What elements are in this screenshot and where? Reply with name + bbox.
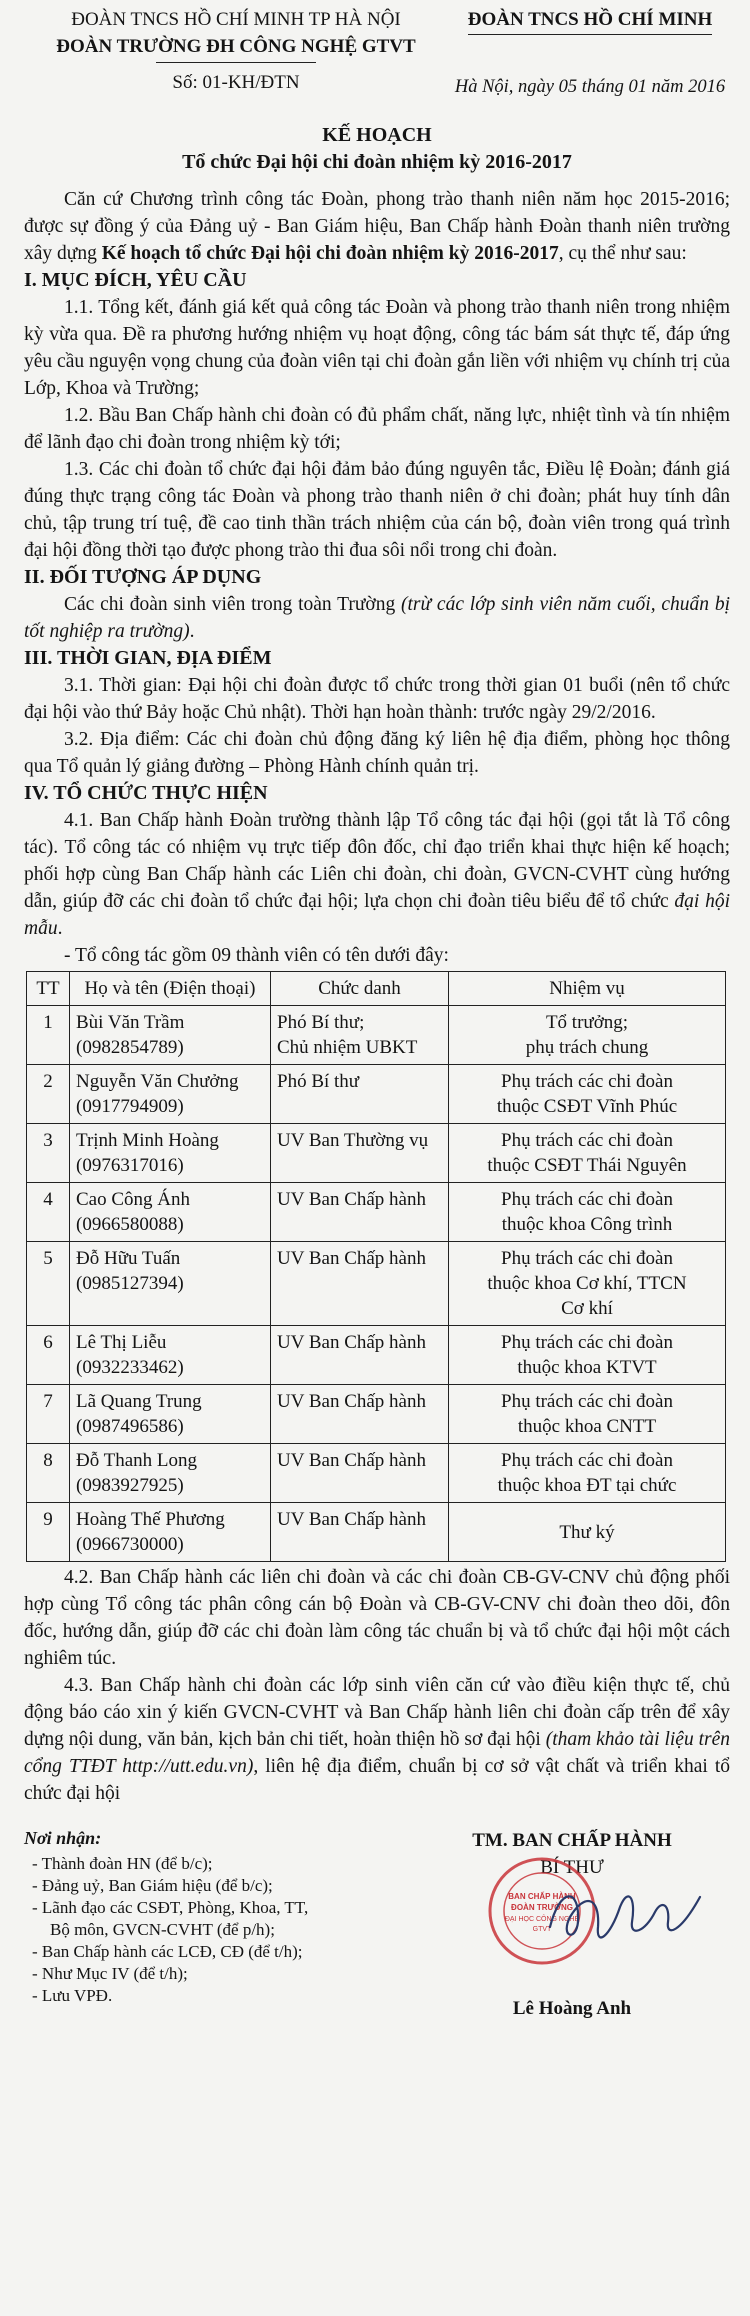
row-index: 5 [27, 1242, 70, 1326]
task-cell [449, 1065, 726, 1124]
section-2-text: Các chi đoàn sinh viên trong toàn Trường [64, 594, 401, 615]
section-4-item-1 [24, 807, 730, 942]
svg-text:GTVT: GTVT [532, 1926, 552, 1933]
member-position: UV Ban Thường vụ [271, 1124, 449, 1183]
section-4-item-3 [24, 1672, 730, 1807]
document-title: KẾ HOẠCH [322, 124, 432, 146]
handwritten-signature-icon [540, 1867, 710, 1957]
member-phone: (0932233462) [76, 1357, 184, 1378]
svg-text:BAN CHẤP HÀNH: BAN CHẤP HÀNH [508, 1892, 576, 1901]
member-task: Phụ trách các chi đoàn [501, 1130, 673, 1151]
recipient-item: - Như Mục IV (để t/h); [32, 1964, 188, 1983]
table-row [27, 1183, 726, 1242]
section-4-text: 4.1. Ban Chấp hành Đoàn trường thành lập Tổ công tác đại hội (gọi tắt là Tổ công tác). Tổ công tác có nhiệm vụ trực tiếp đôn đốc, chỉ đạo triển khai thực hiện kế hoạch; phối hợp cùng Ban Chấp hành các Liên chi đoàn, chi đoàn, GVCN-CVHT cùng hướng dẫn, giúp đỡ các chi đoàn tổ chức đại hội; lựa chọn chi đoàn tiêu biểu để tổ chức [24, 810, 730, 912]
table-row [27, 1444, 726, 1503]
reference-note-end: ) [246, 1756, 254, 1777]
row-index: 1 [27, 1006, 70, 1065]
section-1-item-1: 1.1. Tổng kết, đánh giá kết quả công tác Đoàn và phong trào thanh niên trong nhiệm kỳ vừa qua. Đề ra phương hướng nhiệm vụ hoạt động, công tác bám sát thực tế, đáp ứng yêu cầu nguyện vọng chung của đoàn viên tại chi đoàn gắn liền với nhiệm vụ chính trị của Lớp, Khoa và Trường; [24, 297, 730, 399]
member-cell [70, 1183, 271, 1242]
member-name: Bùi Văn Trầm [76, 1012, 185, 1033]
member-position: UV Ban Chấp hành [271, 1326, 449, 1385]
member-task: Phụ trách các chi đoàn [501, 1248, 673, 1269]
member-cell [70, 1006, 271, 1065]
header-position: Chức danh [271, 972, 449, 1006]
team-intro: - Tổ công tác gồm 09 thành viên có tên dưới đây: [64, 945, 449, 966]
recipient-item: - Ban Chấp hành các LCĐ, CĐ (để t/h); [32, 1942, 303, 1961]
section-3-item-2: 3.2. Địa điểm: Các chi đoàn chủ động đăng ký liên hệ địa điểm, phòng học thông qua Tổ quản lý giảng đường – Phòng Hành chính quản trị. [24, 729, 730, 777]
intro-paragraph [24, 186, 730, 267]
row-index: 3 [27, 1124, 70, 1183]
intro-text: Căn cứ Chương trình công tác Đoàn, phong trào thanh niên năm học 2015-2016; được sự đồng ý của Đảng uỷ - Ban Giám hiệu, Ban Chấp hành Đoàn thanh niên trường xây dựng [24, 189, 730, 264]
task-cell [449, 1006, 726, 1065]
member-phone: (0985127394) [76, 1273, 184, 1294]
header-tt: TT [27, 972, 70, 1006]
recipient-item: - Đảng uỷ, Ban Giám hiệu (để b/c); [32, 1876, 273, 1895]
member-position: Phó Bí thư [271, 1065, 449, 1124]
member-phone: (0966580088) [76, 1214, 184, 1235]
row-index: 7 [27, 1385, 70, 1444]
member-task: Phụ trách các chi đoàn [501, 1332, 673, 1353]
member-task-2: thuộc khoa Cơ khí, TTCN [487, 1273, 687, 1294]
section-2-end: . [189, 621, 195, 642]
member-name: Đỗ Hữu Tuấn [76, 1248, 181, 1269]
member-task-2: thuộc khoa KTVT [517, 1357, 657, 1378]
recipient-item: - Lưu VPĐ. [32, 1986, 113, 2005]
member-position: Phó Bí thư; [277, 1012, 365, 1033]
document-footer [24, 1827, 730, 2047]
member-phone: (0983927925) [76, 1475, 184, 1496]
row-index: 2 [27, 1065, 70, 1124]
member-phone: (0917794909) [76, 1096, 184, 1117]
header-right [450, 6, 730, 101]
member-task: Thư ký [449, 1503, 726, 1562]
member-name: Hoàng Thế Phương [76, 1509, 225, 1530]
section-1-item-2: 1.2. Bầu Ban Chấp hành chi đoàn có đủ phẩm chất, năng lực, nhiệt tình và tín nhiệm để lãnh đạo chi đoàn trong nhiệm kỳ tới; [24, 405, 730, 453]
member-name: Đỗ Thanh Long [76, 1450, 198, 1471]
recipient-item: - Lãnh đạo các CSĐT, Phòng, Khoa, TT, [32, 1898, 309, 1917]
member-task: Phụ trách các chi đoàn [501, 1071, 673, 1092]
signature-role: BÍ THƯ [540, 1857, 604, 1878]
document-header [24, 0, 730, 98]
position-cell [271, 1006, 449, 1065]
team-table [26, 971, 726, 1562]
member-position: UV Ban Chấp hành [271, 1183, 449, 1242]
member-name: Lã Quang Trung [76, 1391, 202, 1412]
section-4-item-2: 4.2. Ban Chấp hành các liên chi đoàn và các chi đoàn CB-GV-CNV chủ động phối hợp cùng Tổ công tác phân công cán bộ Đoàn và CB-GV-CNV chi đoàn theo dõi, đôn đốc, hướng dẫn, giúp đỡ các chi đoàn làm công tác chuẩn bị và tổ chức đại hội một cách nghiêm túc. [24, 1567, 730, 1669]
task-cell [449, 1326, 726, 1385]
table-row [27, 1124, 726, 1183]
section-4-end: . [57, 918, 63, 939]
member-phone: (0976317016) [76, 1155, 184, 1176]
member-task-2: thuộc CSĐT Thái Nguyên [487, 1155, 687, 1176]
portal-link[interactable]: http://utt.edu.vn [122, 1756, 247, 1777]
intro-bold: Kế hoạch tổ chức Đại hội chi đoàn nhiệm kỳ 2016-2017 [101, 243, 559, 264]
member-task-2: thuộc khoa CNTT [517, 1416, 657, 1437]
member-task-2: thuộc CSĐT Vĩnh Phúc [496, 1096, 678, 1117]
member-name: Nguyễn Văn Chưởng [76, 1071, 239, 1092]
member-name: Lê Thị Liễu [76, 1332, 167, 1353]
member-task-2: phụ trách chung [525, 1037, 649, 1058]
task-cell [449, 1183, 726, 1242]
member-task: Phụ trách các chi đoàn [501, 1391, 673, 1412]
member-task: Tổ trưởng; [545, 1012, 629, 1033]
member-position: UV Ban Chấp hành [271, 1503, 449, 1562]
svg-text:ĐOÀN TRƯỜNG: ĐOÀN TRƯỜNG [511, 1903, 573, 1912]
member-cell [70, 1242, 271, 1326]
member-cell [70, 1385, 271, 1444]
member-task: Phụ trách các chi đoàn [501, 1189, 673, 1210]
task-cell [449, 1242, 726, 1326]
member-name: Cao Công Ánh [76, 1189, 190, 1210]
header-name: Họ và tên (Điện thoại) [70, 972, 271, 1006]
table-row [27, 1503, 726, 1562]
intro-end: , cụ thể như sau: [558, 243, 687, 264]
org-right: ĐOÀN TNCS HỒ CHÍ MINH [468, 6, 713, 35]
member-task-2: thuộc khoa Công trình [501, 1214, 673, 1235]
signer-name: Lê Hoàng Anh [512, 1998, 632, 2019]
member-cell [70, 1124, 271, 1183]
table-row [27, 1242, 726, 1326]
section-2-note: (trừ các lớp sinh viên năm cuối, chuẩn bị tốt nghiệp ra trường) [24, 594, 730, 642]
recipients-title: Nơi nhận: [24, 1828, 102, 1848]
org-parent: ĐOÀN TNCS HỒ CHÍ MINH TP HÀ NỘI [71, 9, 401, 30]
table-header-row [27, 972, 726, 1006]
task-cell [449, 1385, 726, 1444]
member-phone: (0982854789) [76, 1037, 184, 1058]
section-4-heading: IV. TỔ CHỨC THỰC HIỆN [24, 782, 268, 804]
member-task: Phụ trách các chi đoàn [501, 1450, 673, 1471]
member-position: UV Ban Chấp hành [271, 1385, 449, 1444]
member-phone: (0987496586) [76, 1416, 184, 1437]
member-name: Trịnh Minh Hoàng [76, 1130, 219, 1151]
member-task-2: thuộc khoa ĐT tại chức [497, 1475, 677, 1496]
recipient-item: Bộ môn, GVCN-CVHT (để p/h); [50, 1920, 275, 1939]
task-cell [449, 1444, 726, 1503]
org-name: ĐOÀN TRƯỜNG ĐH CÔNG NGHỆ GTVT [56, 36, 416, 57]
member-phone: (0966730000) [76, 1534, 184, 1555]
section-4-3-text: 4.3. Ban Chấp hành chi đoàn các lớp sinh viên căn cứ vào điều kiện thực tế, chủ động báo cáo xin ý kiến GVCN-CVHT và Ban Chấp hành liên chi đoàn cấp trên để xây dựng nội dung, văn bản, kịch bản chi tiết, hoàn thiện hồ sơ đại hội [24, 1675, 730, 1750]
section-2-paragraph [24, 591, 730, 645]
section-4-model: đại hội mẫu [24, 891, 730, 939]
table-row [27, 1006, 726, 1065]
signature-title: TM. BAN CHẤP HÀNH [472, 1830, 672, 1851]
member-cell [70, 1503, 271, 1562]
row-index: 9 [27, 1503, 70, 1562]
recipients [24, 1827, 384, 2007]
task-cell [449, 1124, 726, 1183]
row-index: 4 [27, 1183, 70, 1242]
member-position: UV Ban Chấp hành [271, 1242, 449, 1326]
section-3-heading: III. THỜI GIAN, ĐỊA ĐIỂM [24, 647, 272, 669]
section-3-item-1: 3.1. Thời gian: Đại hội chi đoàn được tổ chức trong thời gian 01 buổi (nên tổ chức đại hội vào thứ Bảy hoặc Chủ nhật). Thời hạn hoàn thành: trước ngày 29/2/2016. [24, 675, 730, 723]
table-row [27, 1385, 726, 1444]
section-2-heading: II. ĐỐI TƯỢNG ÁP DỤNG [24, 566, 262, 588]
header-left [26, 6, 446, 96]
member-position-2: Chủ nhiệm UBKT [277, 1037, 418, 1058]
svg-text:ĐẠI HỌC CÔNG NGHỆ: ĐẠI HỌC CÔNG NGHỆ [504, 1916, 580, 1923]
document-date: Hà Nội, ngày 05 tháng 01 năm 2016 [454, 77, 726, 97]
reference-note: (tham khảo tài liệu trên cổng TTĐT [24, 1729, 731, 1777]
header-task: Nhiệm vụ [449, 972, 726, 1006]
row-index: 8 [27, 1444, 70, 1503]
row-index: 6 [27, 1326, 70, 1385]
member-cell [70, 1065, 271, 1124]
section-1-heading: I. MỤC ĐÍCH, YÊU CẦU [24, 269, 247, 291]
table-row [27, 1326, 726, 1385]
member-cell [70, 1326, 271, 1385]
member-task-3: Cơ khí [561, 1298, 613, 1319]
divider [156, 62, 316, 63]
document-number: Số: 01-KH/ĐTN [172, 72, 300, 93]
table-row [27, 1065, 726, 1124]
member-position: UV Ban Chấp hành [271, 1444, 449, 1503]
document-subtitle: Tổ chức Đại hội chi đoàn nhiệm kỳ 2016-2017 [182, 151, 572, 173]
member-cell [70, 1444, 271, 1503]
recipient-item: - Thành đoàn HN (để b/c); [32, 1854, 213, 1873]
section-4-3-end: , liên hệ địa điểm, chuẩn bị cơ sở vật chất và triển khai tổ chức đại hội [24, 1756, 731, 1804]
section-1-item-3: 1.3. Các chi đoàn tổ chức đại hội đảm bảo đúng nguyên tắc, Điều lệ Đoàn; đánh giá đúng thực trạng công tác Đoàn và phong trào thanh niên ở chi đoàn; phát huy tính dân chủ, tập trung trí tuệ, đề cao tinh thần trách nhiệm của cán bộ, đoàn viên trong quá trình đại hội đồng thời tạo được phong trào thi đua sôi nổi trong chi đoàn. [24, 459, 730, 561]
signature-block [422, 1827, 722, 2022]
